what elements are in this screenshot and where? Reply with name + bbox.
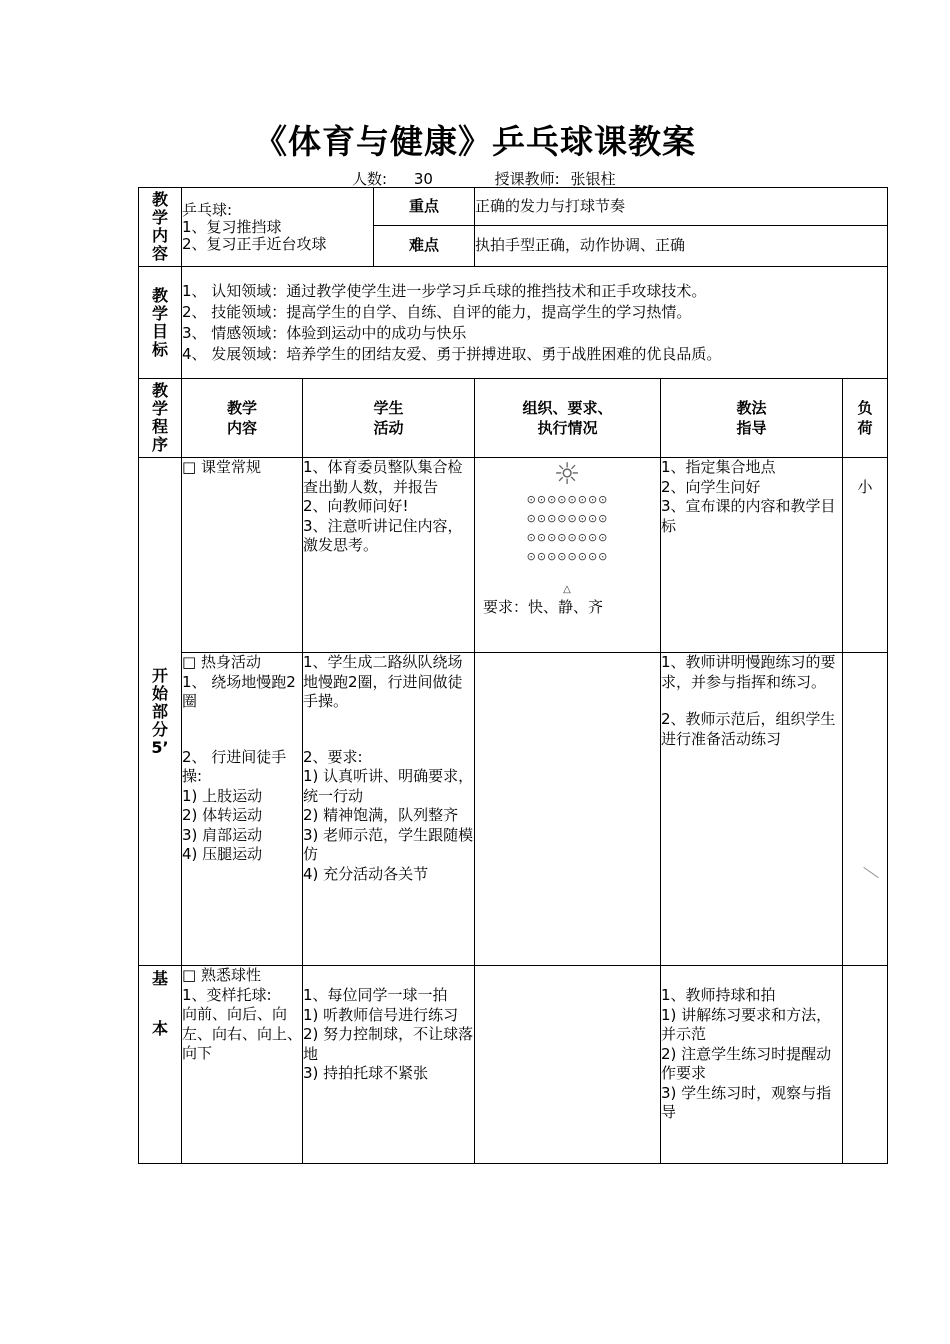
sun-icon: ☼ [553,457,582,492]
routine-load: 小 [843,458,888,653]
lesson-plan-table [138,187,888,1164]
formation-row: ⊙⊙⊙⊙⊙⊙⊙⊙ [526,550,609,563]
header-load: 负 荷 [843,379,888,458]
teacher-label: 授课教师: [494,170,560,188]
warmup-content: □ 热身活动 1、 绕场地慢跑2圈 2、 行进间徒手操: 1) 上肢运动 2) 体转运动 3) 肩部运动 4) 压腿运动 [182,653,303,966]
key-point-value: 正确的发力与打球节奏 [475,188,888,226]
difficulty-label: 难点 [374,226,475,267]
count-value: 30 [413,170,433,188]
teacher-position-icon: △ [563,584,572,595]
objective-item: 2、 技能领域：提高学生的自学、自练、自评的能力，提高学生的学习热情。 [182,302,692,321]
objectives-list [182,267,888,379]
procedure-label: 教 学 程 序 [139,379,182,458]
count-label: 人数: [352,170,388,188]
content-summary: 乒乓球: 1、复习推挡球 2、复习正手近台攻球 [182,188,374,267]
page-title: 《体育与健康》乒乓球课教案 [254,122,696,161]
routine-method: 1、指定集合地点 2、向学生问好 3、宣布课的内容和教学目标 [661,458,843,653]
warmup-organization [475,653,661,966]
class-info [352,168,615,189]
routine-activity: 1、体育委员整队集合检查出勤人数，并报告 2、向教师问好! 3、注意听讲记住内容，激发思考。 [303,458,475,653]
warmup-method: 1、教师讲明慢跑练习的要求，并参与指挥和练习。 2、教师示范后，组织学生进行准备活动练习 [661,653,843,966]
content-section-label: 教 学 内 容 [139,188,182,267]
routine-requirement: 要求：快、静、齐 [483,598,604,616]
ball-content: □ 熟悉球性 1、变样托球: 向前、向后、向左、向右、向上、向下 [182,966,303,1164]
ball-load [843,966,888,1164]
routine-content: □ 课堂常规 [182,458,303,653]
warmup-activity: 1、学生成二路纵队绕场地慢跑2圈，行进间做徒手操。 2、要求: 1) 认真听讲、明确要求，统一行动 2) 精神饱满，队列整齐 3) 老师示范，学生跟随模仿 4) 充分活动各关节 [303,653,475,966]
header-organization: 组织、要求、 执行情况 [475,379,661,458]
routine-organization [475,458,661,653]
formation-row: ⊙⊙⊙⊙⊙⊙⊙⊙ [526,512,609,525]
objective-item: 1、 认知领域：通过教学使学生进一步学习乒乓球的推挡技术和正手攻球技术。 [182,281,707,300]
header-activity: 学生 活动 [303,379,475,458]
formation-row: ⊙⊙⊙⊙⊙⊙⊙⊙ [526,531,609,544]
basic-section-label: 基 本 [139,966,182,1164]
objective-item: 4、 发展领域：培养学生的团结友爱、勇于拼搏进取、勇于战胜困难的优良品质。 [182,344,722,363]
warmup-load [843,653,888,966]
header-content: 教学 内容 [182,379,303,458]
difficulty-value: 执拍手型正确，动作协调、正确 [475,226,888,267]
ball-activity: 1、每位同学一球一拍 1) 听教师信号进行练习 2) 努力控制球，不让球落地 3) 持拍托球不紧张 [303,966,475,1164]
header-method: 教法 指导 [661,379,843,458]
ball-organization [475,966,661,1164]
ball-method: 1、教师持球和拍 1) 讲解练习要求和方法，并示范 2) 注意学生练习时提醒动作要求 3) 学生练习时，观察与指导 [661,966,843,1164]
teacher-name: 张银柱 [570,170,616,188]
start-section-label: 开 始 部 分 5’ [139,458,182,966]
formation-row: ⊙⊙⊙⊙⊙⊙⊙⊙ [526,493,609,506]
objectives-label: 教 学 目 标 [139,267,182,379]
formation-diagram [475,457,660,596]
objective-item: 3、 情感领域：体验到运动中的成功与快乐 [182,323,467,342]
key-point-label: 重点 [374,188,475,226]
